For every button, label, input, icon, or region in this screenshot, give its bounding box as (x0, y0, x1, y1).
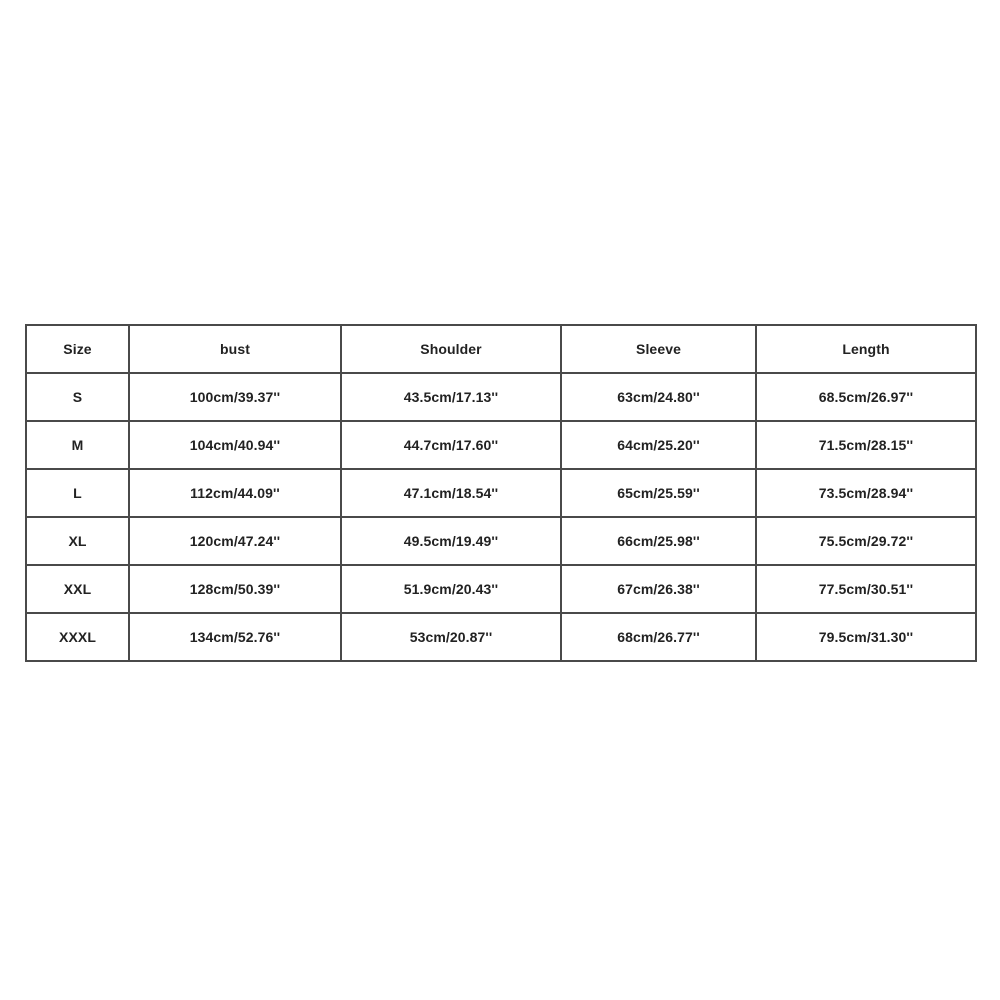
cell-size: XL (26, 517, 129, 565)
cell-size: S (26, 373, 129, 421)
cell-shoulder: 44.7cm/17.60'' (341, 421, 561, 469)
cell-sleeve: 67cm/26.38'' (561, 565, 756, 613)
cell-sleeve: 64cm/25.20'' (561, 421, 756, 469)
cell-size: L (26, 469, 129, 517)
table-row (26, 517, 976, 565)
cell-bust: 100cm/39.37'' (129, 373, 341, 421)
cell-sleeve: 66cm/25.98'' (561, 517, 756, 565)
cell-bust: 104cm/40.94'' (129, 421, 341, 469)
header-size: Size (26, 325, 129, 373)
cell-bust: 134cm/52.76'' (129, 613, 341, 661)
header-sleeve: Sleeve (561, 325, 756, 373)
cell-size: XXL (26, 565, 129, 613)
size-chart-table (25, 324, 977, 662)
table-row (26, 469, 976, 517)
cell-size: M (26, 421, 129, 469)
cell-shoulder: 47.1cm/18.54'' (341, 469, 561, 517)
cell-length: 77.5cm/30.51'' (756, 565, 976, 613)
table-row (26, 565, 976, 613)
cell-length: 68.5cm/26.97'' (756, 373, 976, 421)
cell-shoulder: 51.9cm/20.43'' (341, 565, 561, 613)
cell-length: 73.5cm/28.94'' (756, 469, 976, 517)
cell-shoulder: 49.5cm/19.49'' (341, 517, 561, 565)
header-bust: bust (129, 325, 341, 373)
cell-sleeve: 68cm/26.77'' (561, 613, 756, 661)
cell-sleeve: 65cm/25.59'' (561, 469, 756, 517)
cell-bust: 112cm/44.09'' (129, 469, 341, 517)
cell-length: 71.5cm/28.15'' (756, 421, 976, 469)
table-header-row (26, 325, 976, 373)
table-row (26, 373, 976, 421)
cell-bust: 128cm/50.39'' (129, 565, 341, 613)
cell-shoulder: 43.5cm/17.13'' (341, 373, 561, 421)
cell-shoulder: 53cm/20.87'' (341, 613, 561, 661)
table-row (26, 613, 976, 661)
cell-length: 79.5cm/31.30'' (756, 613, 976, 661)
header-length: Length (756, 325, 976, 373)
cell-sleeve: 63cm/24.80'' (561, 373, 756, 421)
cell-bust: 120cm/47.24'' (129, 517, 341, 565)
header-shoulder: Shoulder (341, 325, 561, 373)
cell-length: 75.5cm/29.72'' (756, 517, 976, 565)
cell-size: XXXL (26, 613, 129, 661)
table-row (26, 421, 976, 469)
